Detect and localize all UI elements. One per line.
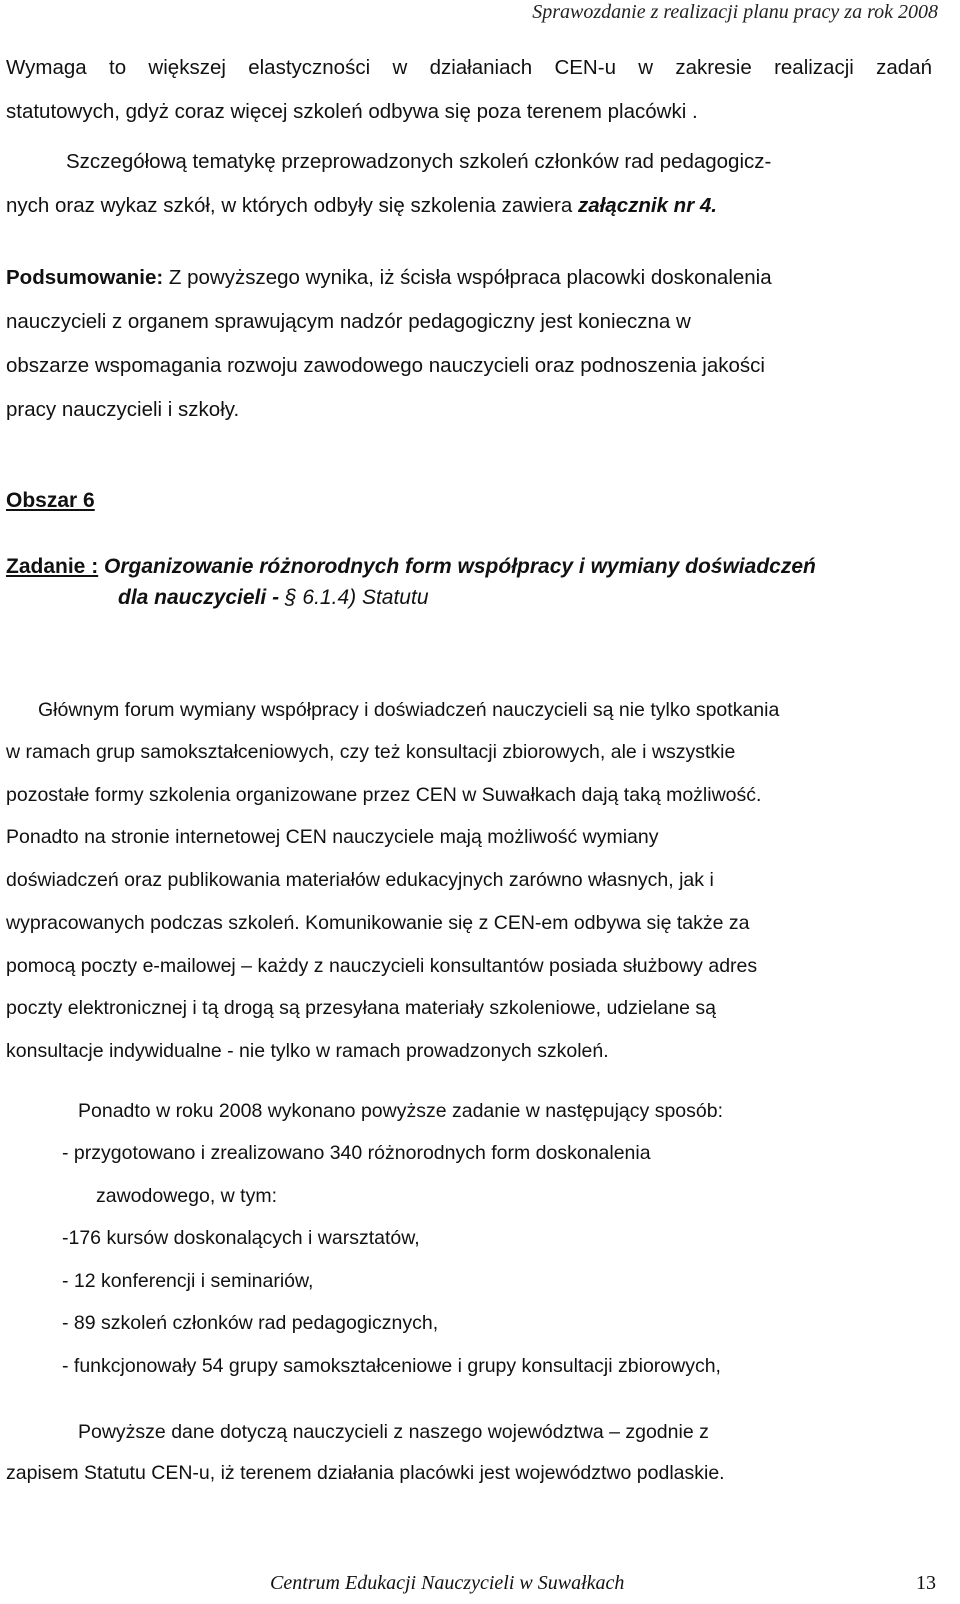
page-footer: Centrum Edukacji Nauczycieli w Suwałkach [270,1572,625,1594]
text-line: poczty elektronicznej i tą drogą są przesyłana materiały szkoleniowe, udzielane są [6,997,716,1020]
section-heading: Obszar 6 [6,489,95,512]
summary-paragraph [6,256,932,432]
task-title: Organizowanie różnorodnych form współpracy i wymiany doświadczeń [98,555,816,578]
text-line: pracy nauczycieli i szkoły. [6,398,240,421]
text-line: doświadczeń oraz publikowania materiałów edukacyjnych zarówno własnych, jak i [6,869,714,892]
intro-paragraph-2 [66,140,932,184]
text-line: Szczegółową tematykę przeprowadzonych szkoleń członków rad pedagogicz- [66,150,772,173]
text-line: pozostałe formy szkolenia organizowane przez CEN w Suwałkach dają taką możliwość. [6,783,762,806]
text-line: wypracowanych podczas szkoleń. Komunikowanie się z CEN-em odbywa się także za [6,911,750,934]
summary-label: Podsumowanie: [6,266,164,289]
intro-paragraph-1 [6,46,932,90]
closing-paragraph: Powyższe dane dotyczą nauczycieli z naszego województwa – zgodnie z [78,1421,709,1443]
text-line: nauczycieli z organem sprawującym nadzór pedagogiczny jest konieczna w [6,310,691,333]
text-fragment: nych oraz wykaz szkół, w których odbyły się szkolenia zawiera [6,194,578,217]
realization-list [62,1132,932,1388]
text-line: w ramach grup samokształceniowych, czy też konsultacji zbiorowych, ale i wszystkie [6,741,736,763]
intro-paragraph-2-end [6,184,932,228]
list-item: - 89 szkoleń członków rad pedagogicznych, [62,1312,439,1335]
realization-intro: Ponadto w roku 2008 wykonano powyższe zadanie w następujący sposób: [78,1100,723,1122]
list-item-continuation: zawodowego, w tym: [96,1184,277,1207]
task-label: Zadanie : [6,555,99,578]
text-line: obszarze wspomagania rozwoju zawodowego nauczycieli oraz podnoszenia jakości [6,354,765,377]
text-line: statutowych, gdyż coraz więcej szkoleń odbywa się poza terenem placówki . [6,100,698,123]
task-title-continued: dla nauczycieli - [118,586,285,609]
task-heading [6,552,816,582]
list-item: -176 kursów doskonalących i warsztatów, [62,1227,420,1250]
page-number: 13 [916,1572,936,1594]
text-line: Głównym forum wymiany współpracy i doświadczeń nauczycieli są nie tylko spotkania [38,699,780,721]
closing-paragraph-end: zapisem Statutu CEN-u, iż terenem działania placówki jest województwo podlaskie. [6,1462,725,1484]
text-line: Wymaga to większej elastyczności w działaniach CEN-u w zakresie realizacji zadań [6,56,932,79]
text-line: Ponadto na stronie internetowej CEN nauczyciele mają możliwość wymiany [6,826,659,849]
body-paragraph [6,731,932,1073]
task-heading-continued [118,583,429,613]
list-item: - funkcjonowały 54 grupy samokształceniowe i grupy konsultacji zbiorowych, [62,1354,721,1377]
text-line: pomocą poczty e-mailowej – każdy z nauczycieli konsultantów posiada służbowy adres [6,954,758,977]
running-header: Sprawozdanie z realizacji planu pracy za rok 2008 [532,1,938,23]
list-item: - przygotowano i zrealizowano 340 różnorodnych form doskonalenia [62,1142,651,1164]
body-paragraph-first-line [38,688,932,732]
intro-paragraph-1-end [6,90,932,134]
statute-reference: § 6.1.4) Statutu [284,586,429,609]
list-item: - 12 konferencji i seminariów, [62,1269,314,1292]
text-fragment: Z powyższego wynika, iż ścisła współpraca placowki doskonalenia [163,266,772,289]
attachment-reference: załącznik nr 4. [577,194,717,217]
text-line: konsultacje indywidualne - nie tylko w ramach prowadzonych szkoleń. [6,1039,609,1062]
